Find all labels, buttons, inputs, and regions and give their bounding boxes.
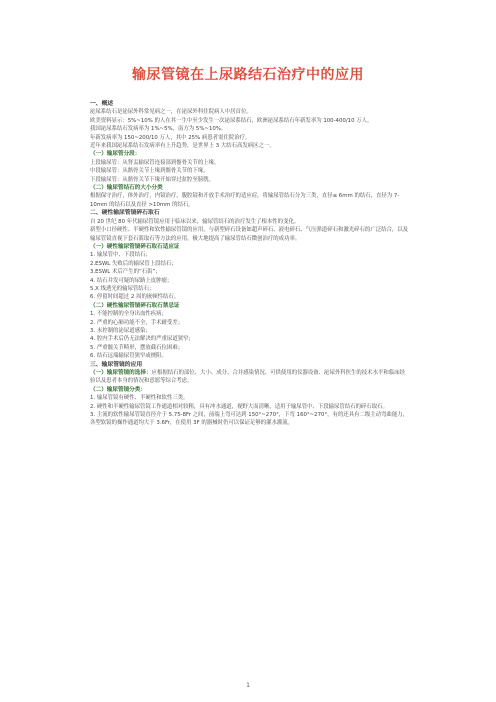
section-heading: 三、输尿管镜的应用 bbox=[90, 361, 143, 368]
paragraph-with-heading bbox=[90, 369, 410, 386]
paragraph: 5. 严重髋关节畸形，摆放截石位困难； bbox=[90, 344, 184, 351]
paragraph: 泌尿系结石是泌尿外科常见病之一，在泌尿外科住院病人中居首位。 bbox=[90, 109, 252, 116]
paragraph: 3. 主流的软性输尿管镜直径介于 5.75-8Fr 之间，前端上弯可达到 150°~270°，下弯 160°~270°，有的还具有二级主动弯曲能力，各型软镜的操作通道均大于 3.6Fr，在使用 3F 的器械时仍可以保证足够的灌水灌流。 bbox=[90, 412, 408, 427]
paragraph: 6. 结石远端输尿管狭窄或梗阻。 bbox=[90, 353, 167, 360]
paragraph: 下段输尿管：从髂骨关节下缘开始穿过盆腔至膀胱。 bbox=[90, 176, 214, 183]
paragraph: 5.X 线透光的输尿管结石； bbox=[90, 285, 155, 292]
paragraph: 根据保守治疗，体外治疗，内镜治疗，腹腔镜和开放手术治疗的适应症，将输尿管结石分为三类，直径≤ 6mm 的结石，直径为 7-10mm 的结石以及直径 >10mm 的结石。 bbox=[90, 193, 400, 208]
document-body bbox=[90, 100, 410, 428]
inline-subheading: （一）输尿管镜的选择： bbox=[90, 370, 152, 376]
subsection-heading: （二）硬性输尿管镜碎石取石禁忌证 bbox=[90, 302, 180, 309]
paragraph: 1. 不能控制的全身出血性疾病； bbox=[90, 311, 167, 318]
subsection-heading: （二）输尿管结石的大小分类 bbox=[90, 185, 163, 192]
page-number: 1 bbox=[246, 682, 250, 689]
paragraph: 上段输尿管：从肾盂输尿管连接部到髂骨关节的上缘。 bbox=[90, 159, 220, 166]
paragraph: 4. 腔内手术后仍无法解决的严重尿道狭窄； bbox=[90, 336, 194, 343]
paragraph: 2. 严重的心肺功能不全，手术耐受差； bbox=[90, 319, 184, 326]
paragraph: 3. 未控制的泌尿道感染； bbox=[90, 327, 151, 334]
paragraph: 6. 停留时间超过 2 周的嵌顿性结石。 bbox=[90, 294, 180, 301]
paragraph: 自 20 世纪 80 年代输尿管镜应用于临床以来，输尿管结石的治疗发生了根本性的变化。 bbox=[90, 218, 300, 225]
section-heading: 二、硬性输尿管镜碎石取石 bbox=[90, 210, 160, 217]
paragraph: 3.ESWL 术后产生的“石街”； bbox=[90, 269, 161, 276]
paragraph: 2. 硬性和半硬性输尿管镜工作通道相对较粗，具有冲水通道，视野大而清晰，适用于输尿管中、下段输尿管结石的碎石取石。 bbox=[90, 403, 388, 410]
paragraph: 1. 输尿管镜有硬性、半硬性和软性三类。 bbox=[90, 395, 189, 402]
paragraph: 欧美资料显示：5%~10% 的人在其一生中至少发生一次泌尿系结石，欧洲泌尿系结石年新发率为 100-400/10 万人。 bbox=[90, 117, 373, 124]
paragraph: 中段输尿管：从髂骨关节上缘到髂骨关节的下缘。 bbox=[90, 168, 209, 175]
section-heading: 一、概述 bbox=[90, 101, 114, 107]
subsection-heading: （一）输尿管分段： bbox=[90, 151, 141, 158]
paragraph: 新型小口径硬性、半硬性和软性输尿管镜的应用，与新型碎石设备如超声碎石、液电碎石、气压弹道碎石和激光碎石的广泛结合，以及输尿管镜直视下套石篮取石等方法的应用，极大地提高了输尿管结石微创治疗的成功率。 bbox=[90, 227, 409, 242]
paragraph: 4. 结石并发可疑的尿路上皮肿瘤； bbox=[90, 277, 173, 284]
paragraph: 我国泌尿系结石发病率为 1%~5%，南方为 5%~10%。 bbox=[90, 126, 227, 133]
paragraph: 2.ESWL 失败后的输尿管上段结石； bbox=[90, 260, 177, 267]
paragraph-text: 应根据结石的部位、大小、成分、合并感染情况、可供使用的仪器设备、泌尿外科医生的技术水平和临床经验以及患者本身的情况和意愿等综合考虑。 bbox=[90, 370, 405, 385]
paragraph: 年新发病率为 150~200/10 万人，其中 25% 病患者需住院治疗。 bbox=[90, 134, 251, 141]
paragraph: 近年来我国泌尿系结石发病率有上升趋势，是世界上 3 大结石高发病区之一。 bbox=[90, 143, 275, 150]
paragraph: 1. 输尿管中、下段结石； bbox=[90, 252, 151, 259]
subsection-heading: （一）硬性输尿管镜碎石取石适应证 bbox=[90, 243, 180, 250]
document-title: 输尿管镜在上尿路结石治疗中的应用 bbox=[132, 67, 364, 83]
subsection-heading: （二）输尿管镜分类： bbox=[90, 386, 146, 393]
